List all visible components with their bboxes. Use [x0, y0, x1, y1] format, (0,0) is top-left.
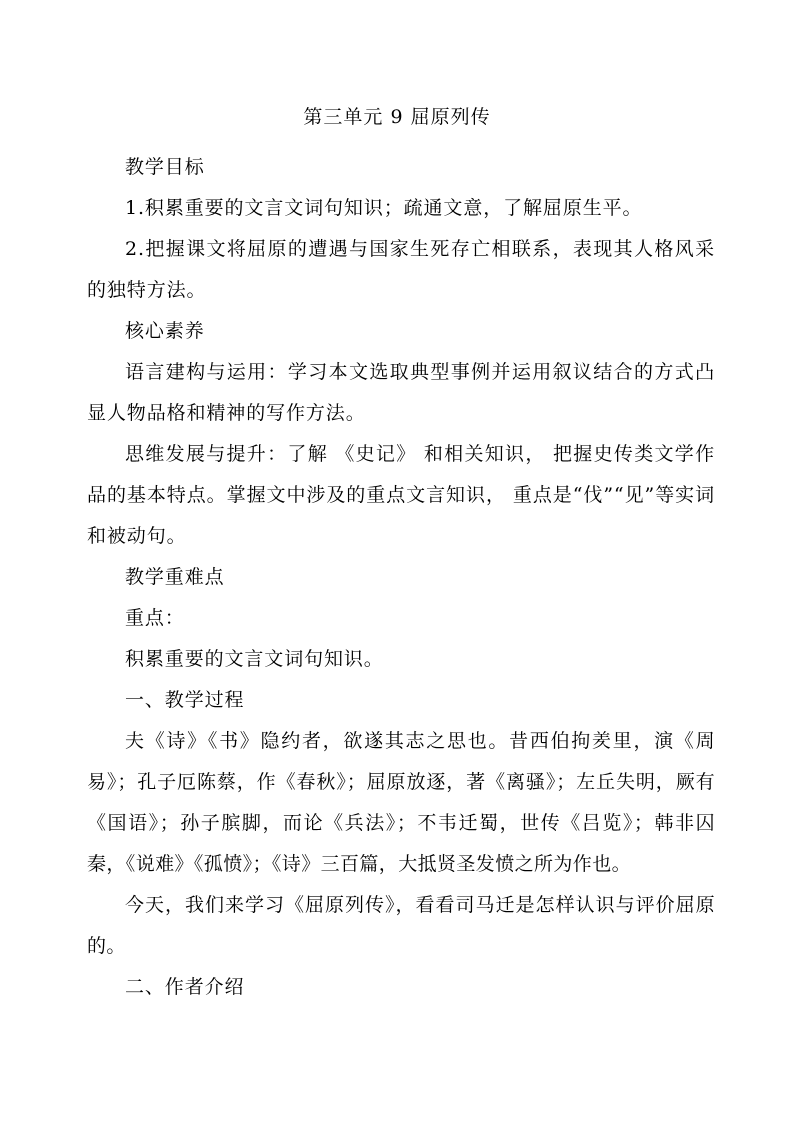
key-points-item: 积累重要的文言文词句知识。 [125, 648, 384, 670]
document-title: 第三单元 9 屈原列传 [303, 106, 491, 128]
heading-teaching-goals: 教学目标 [125, 156, 205, 178]
heading-teaching-process: 一、教学过程 [125, 689, 245, 711]
heading-core-literacy: 核心素养 [125, 320, 205, 342]
goal-item-1: 1.积累重要的文言文词句知识；疏通文意，了解屈原生平。 [125, 197, 643, 219]
heading-key-points: 教学重难点 [125, 566, 225, 588]
intro-lesson-paragraph: 今天，我们来学习《屈原列传》，看看司马迁是怎样认识与评价屈原的。 [87, 894, 715, 957]
goal-item-2: 2.把握课文将屈原的遭遇与国家生死存亡相联系，表现其人格风采的独特方法。 [87, 238, 715, 301]
literacy-thinking: 思维发展与提升：了解 《史记》 和相关知识， 把握史传类文学作品的基本特点。掌握文中涉及的重点文言知识， 重点是“伐”“见”等实词和被动句。 [87, 443, 715, 547]
key-points-label: 重点： [125, 607, 185, 629]
heading-author-intro: 二、作者介绍 [125, 976, 245, 998]
document-body [87, 147, 715, 1008]
intro-quote-paragraph: 夫《诗》《书》隐约者，欲遂其志之思也。昔西伯拘羑里，演《周易》；孔子厄陈蔡，作《春秋》；屈原放逐，著《离骚》；左丘失明，厥有《国语》；孙子膑脚，而论《兵法》；不韦迁蜀，世传《吕览》；韩非囚秦，《说难》《孤愤》；《诗》三百篇，大抵贤圣发愤之所为作也。 [87, 730, 715, 875]
literacy-language: 语言建构与运用：学习本文选取典型事例并运用叙议结合的方式凸显人物品格和精神的写作方法。 [87, 361, 715, 424]
